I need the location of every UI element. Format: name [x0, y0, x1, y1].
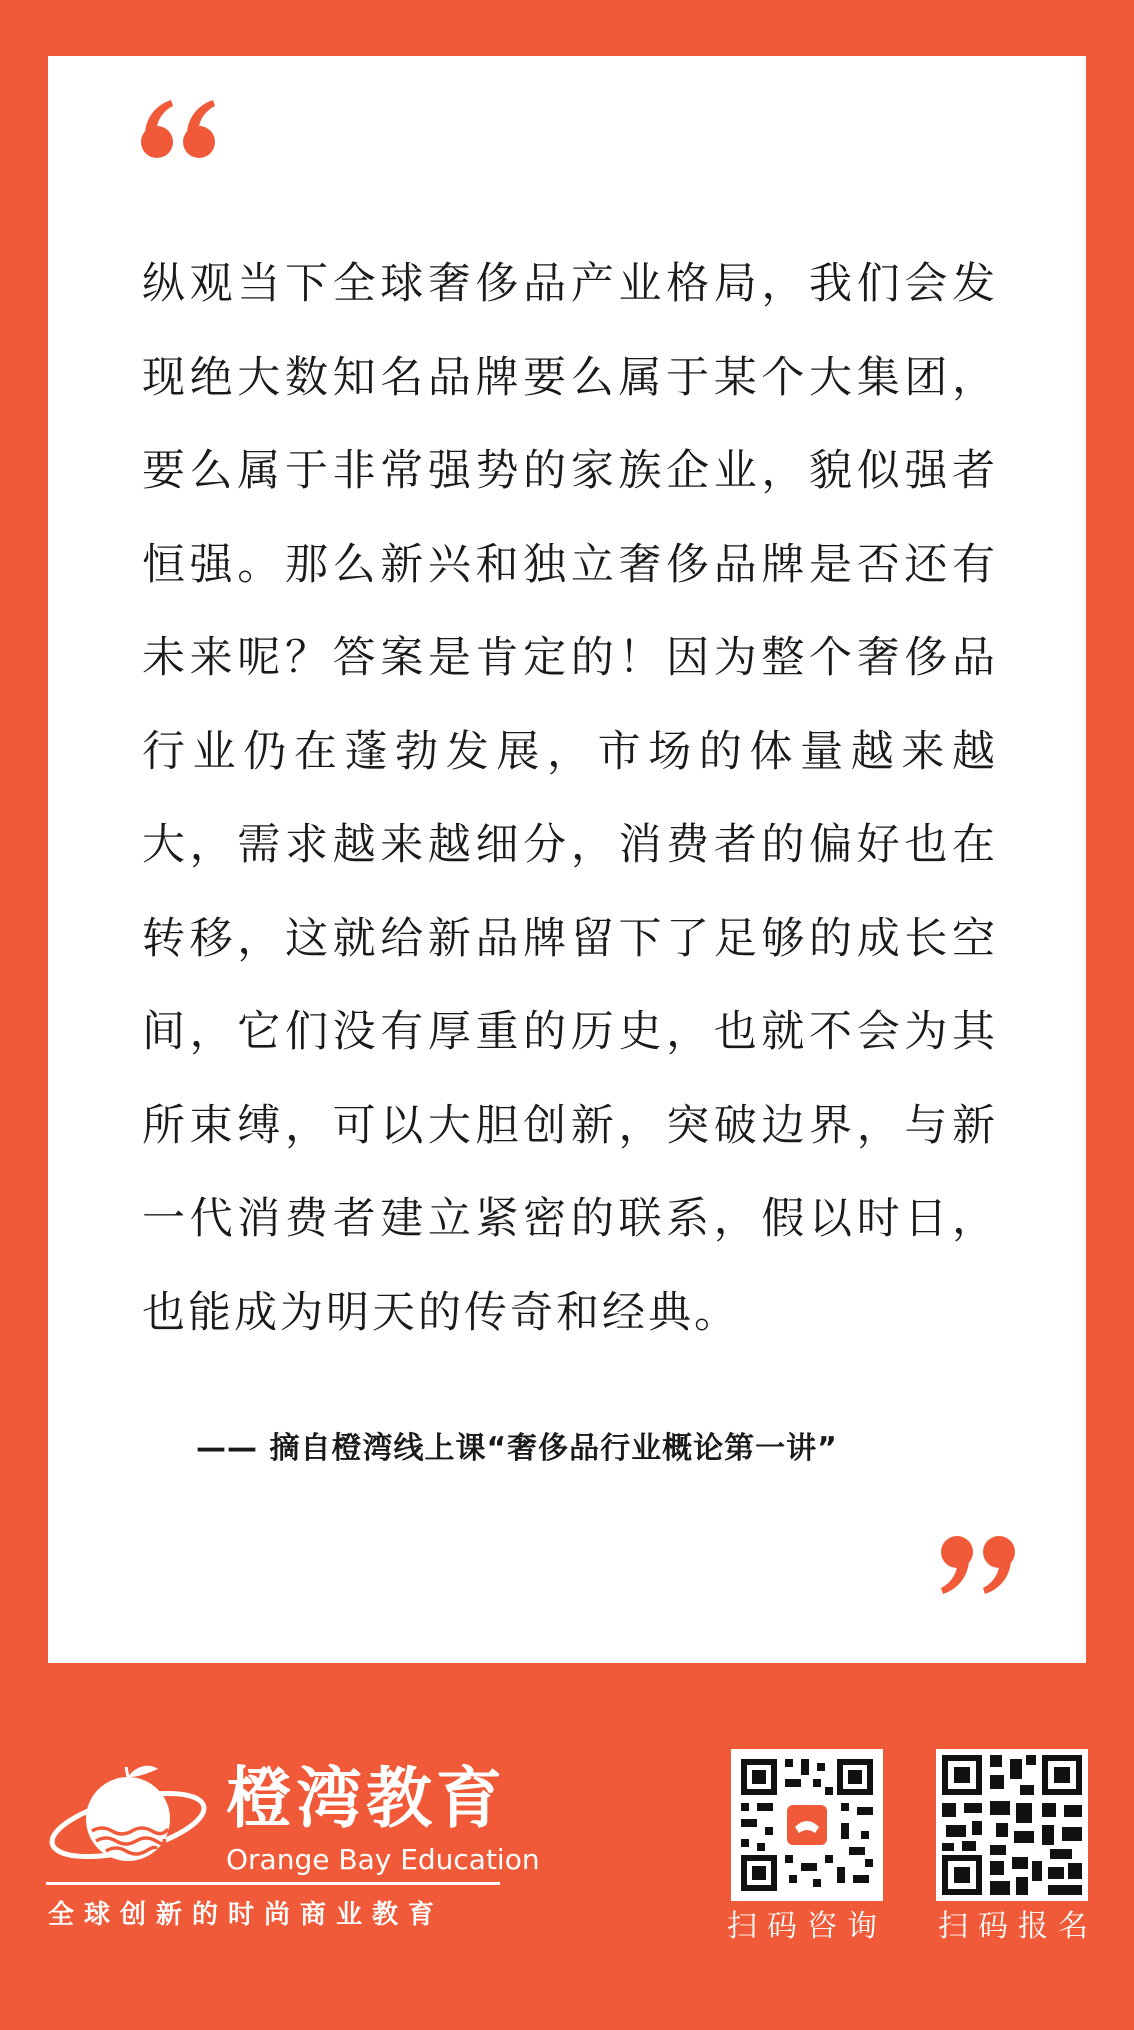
qr-label-register: 扫码报名	[938, 1909, 1098, 1944]
open-quote-icon	[139, 96, 223, 162]
qr-code-consult-icon	[731, 1749, 883, 1901]
quote-attribution: —— 摘自橙湾线上课“奢侈品行业概论第一讲”	[196, 1431, 838, 1466]
footer	[0, 1663, 1134, 2030]
quote-text: 纵观当下全球奢侈品产业格局，我们会发现绝大数知名品牌要么属于某个大集团，要么属于非常强势的家族企业，貌似强者恒强。那么新兴和独立奢侈品牌是否还有未来呢？答案是肯定的！因为整个奢侈品行业仍在蓬勃发展，市场的体量越来越大，需求越来越细分，消费者的偏好也在转移，这就给新品牌留下了足够的成长空间，它们没有厚重的历史，也就不会为其所束缚，可以大胆创新，突破边界，与新一代消费者建立紧密的联系，假以时日，也能成为明天的传奇和经典。	[142, 259, 998, 1338]
qr-code-register-icon	[936, 1749, 1088, 1901]
brand-slogan: 全球创新的时尚商业教育	[48, 1900, 445, 1930]
quote-card	[48, 56, 1086, 1663]
orange-planet-logo-icon	[44, 1761, 212, 1877]
close-quote-icon	[933, 1532, 1017, 1598]
brand-name-english: Orange Bay Education	[226, 1843, 540, 1876]
qr-label-consult: 扫码咨询	[727, 1909, 887, 1944]
brand-name: 橙湾教育	[226, 1760, 506, 1837]
brand-divider	[46, 1882, 500, 1885]
